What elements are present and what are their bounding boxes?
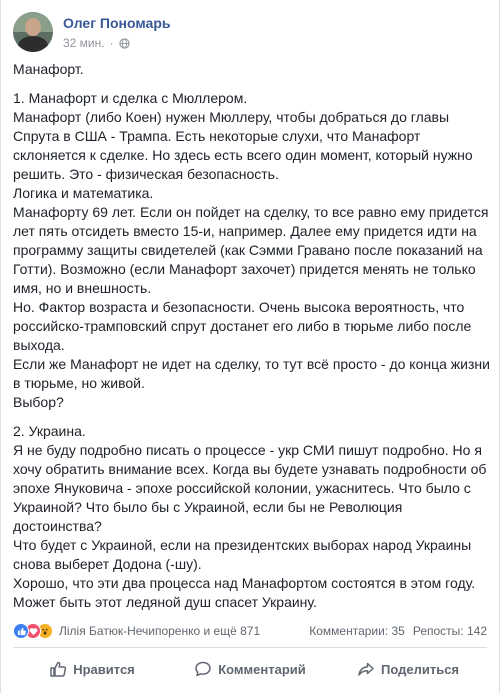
divider <box>13 647 487 648</box>
text-line: Манафорту 69 лет. Если он пойдет на сделку, то все равно ему придется лет пять отсидеть вместо 15-и, например. Далее ему придется идти на программу защиты свидетелей (как Сэмми Гравано после показаний на Готти). Возможно (если Манафорт захочет) придется менять не только имя, но и внешность. <box>13 204 493 296</box>
paragraph-ukraine <box>13 422 491 612</box>
reaction-icons[interactable] <box>13 623 49 639</box>
share-icon <box>357 660 375 678</box>
author-name[interactable]: Олег Пономарь <box>63 15 171 31</box>
separator: · <box>109 36 114 50</box>
text-line: 1. Манафорт и сделка с Мюллером. <box>13 90 248 106</box>
text-line: Если же Манафорт не идет на сделку, то тут всё просто - до конца жизни в тюрьме, но живой. <box>13 356 494 391</box>
thumbs-up-icon <box>49 660 67 678</box>
post-text <box>13 60 494 622</box>
paragraph-title <box>13 60 491 79</box>
text-line: Хорошо, что эти два процесса над Манафортом состоятся в этом году. Может быть этот ледяной душ спасет Украину. <box>13 575 479 610</box>
comment-icon <box>194 660 212 678</box>
share-button[interactable] <box>329 650 487 688</box>
reactors-text[interactable]: Лілія Батюк-Нечипоренко и ещё 871 <box>59 624 261 638</box>
text-line: Выбор? <box>13 394 64 410</box>
like-reaction-icon <box>13 623 29 639</box>
text-line: Но. Фактор возраста и безопасности. Очень высока вероятность, что российско-трамповский спрут достанет его либо в тюрьме либо после выхода. <box>13 299 476 353</box>
text-line: Логика и математика. <box>13 185 154 201</box>
post-actions <box>13 650 487 688</box>
avatar[interactable] <box>13 12 53 52</box>
post-meta <box>63 12 170 52</box>
share-label: Поделиться <box>380 661 460 677</box>
like-button[interactable] <box>13 650 171 688</box>
text-line: Манафорт. <box>13 61 84 77</box>
like-label: Нравится <box>73 661 135 677</box>
post-time[interactable]: 32 мин. <box>63 36 105 50</box>
post-timestamp-row <box>63 36 170 50</box>
text-line: Манафорт (либо Коен) нужен Мюллеру, чтобы добраться до главы Спрута в США - Трампа. Есть некоторые слухи, что Манафорт склоняется к сделке. Но здесь есть всего один момент, который нужно решить. Это - физическая безопасность. <box>13 109 477 182</box>
post-stats <box>13 621 487 641</box>
engagement-counts <box>301 624 487 638</box>
shares-count[interactable]: Репосты: 142 <box>412 624 487 638</box>
text-line: 2. Украина. <box>13 423 86 439</box>
comments-count[interactable]: Комментарии: 35 <box>309 624 405 638</box>
text-line: Что будет с Украиной, если на президентских выборах народ Украины снова выберет Додона (-шу). <box>13 537 476 572</box>
text-line: Я не буду подробно писать о процессе - укр СМИ пишут подробно. Но я хочу обратить внимание всех. Когда вы будете узнавать подробности об эпохе Януковича - эпохе российской колонии, ужаснитесь. Что было с Украиной? Что было бы с Украиной, если бы не Революция достоинства? <box>13 442 491 534</box>
comment-button[interactable] <box>171 650 329 688</box>
globe-icon[interactable] <box>119 38 130 49</box>
post-header <box>13 12 170 52</box>
paragraph-manafort <box>13 89 494 412</box>
comment-label: Комментарий <box>218 661 306 677</box>
